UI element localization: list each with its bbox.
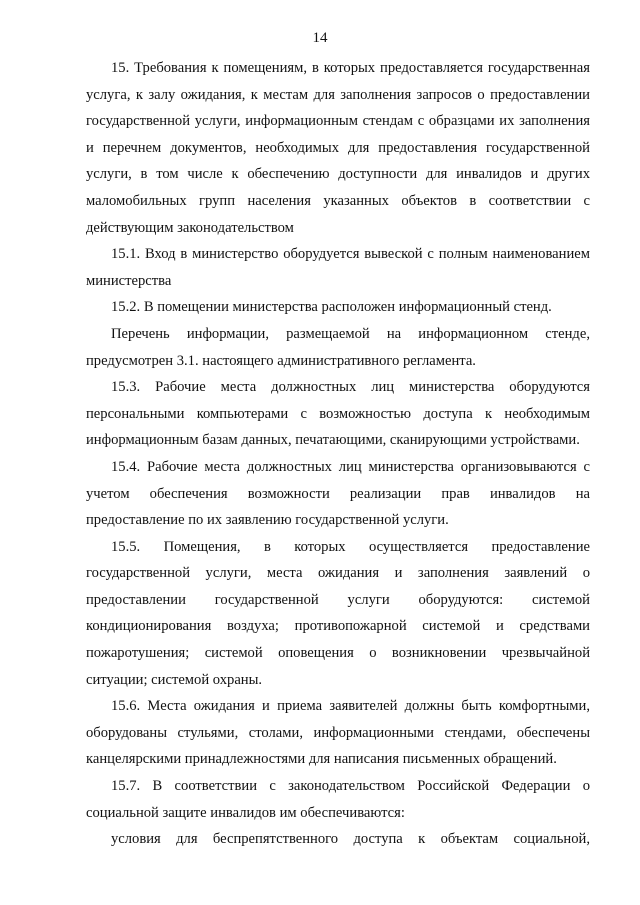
paragraph-15-7-disabled-protection: 15.7. В соответствии с законодательством Российской Федерации о социальной защите инвалидов им обеспечиваются: [86, 778, 590, 821]
paragraph-15-4-accessibility: 15.4. Рабочие места должностных лиц министерства организовываются с учетом обеспечения возможности реализации прав инвалидов на предоставление по их заявлению государственной услуги. [86, 458, 590, 529]
paragraph-15-5-premises-equipment: 15.5. Помещения, в которых осуществляется предоставление государственной услуги, места ожидания и заполнения заявлений о предоставлении государственной услуги оборудуются: системой кондиционирования воздуха; противопожарной системой и средствами пожаротушения; системой оповещения о возникновении чрезвычайной ситуации; системой охраны. [86, 538, 590, 688]
document-body [86, 55, 590, 853]
paragraph-15-1-entrance-sign: 15.1. Вход в министерство оборудуется вывеской с полным наименованием министерства [86, 246, 590, 289]
paragraph-15-6-waiting-places: 15.6. Места ожидания и приема заявителей должны быть комфортными, оборудованы стульями, столами, информационными стендами, обеспечены канцелярскими принадлежностями для написания письменных обращений. [86, 698, 590, 768]
paragraph-15-requirements-heading: 15. Требования к помещениям, в которых предоставляется государственная услуга, к залу ожидания, к местам для заполнения запросов о предоставлении государственной услуги, информационным стендам с образцами их заполнения и перечнем документов, необходимых для предоставления государственной услуги, в том числе к обеспечению доступности для инвалидов и других маломобильных групп населения указанных объектов в соответствии с действующим законодательством [86, 60, 590, 236]
paragraph-15-3-workplaces: 15.3. Рабочие места должностных лиц министерства оборудуются персональными компьютерами с возможностью доступа к необходимым информационным базам данных, печатающими, сканирующими устройствами. [86, 379, 590, 449]
paragraph-15-2-info-stand: 15.2. В помещении министерства расположен информационный стенд. [111, 299, 552, 316]
paragraph-15-7-conditions: условия для беспрепятственного доступа к объектам социальной, [111, 831, 590, 848]
page-number: 14 [312, 30, 328, 46]
paragraph-15-2-info-list: Перечень информации, размещаемой на информационном стенде, предусмотрен 3.1. настоящего административного регламента. [86, 325, 590, 369]
